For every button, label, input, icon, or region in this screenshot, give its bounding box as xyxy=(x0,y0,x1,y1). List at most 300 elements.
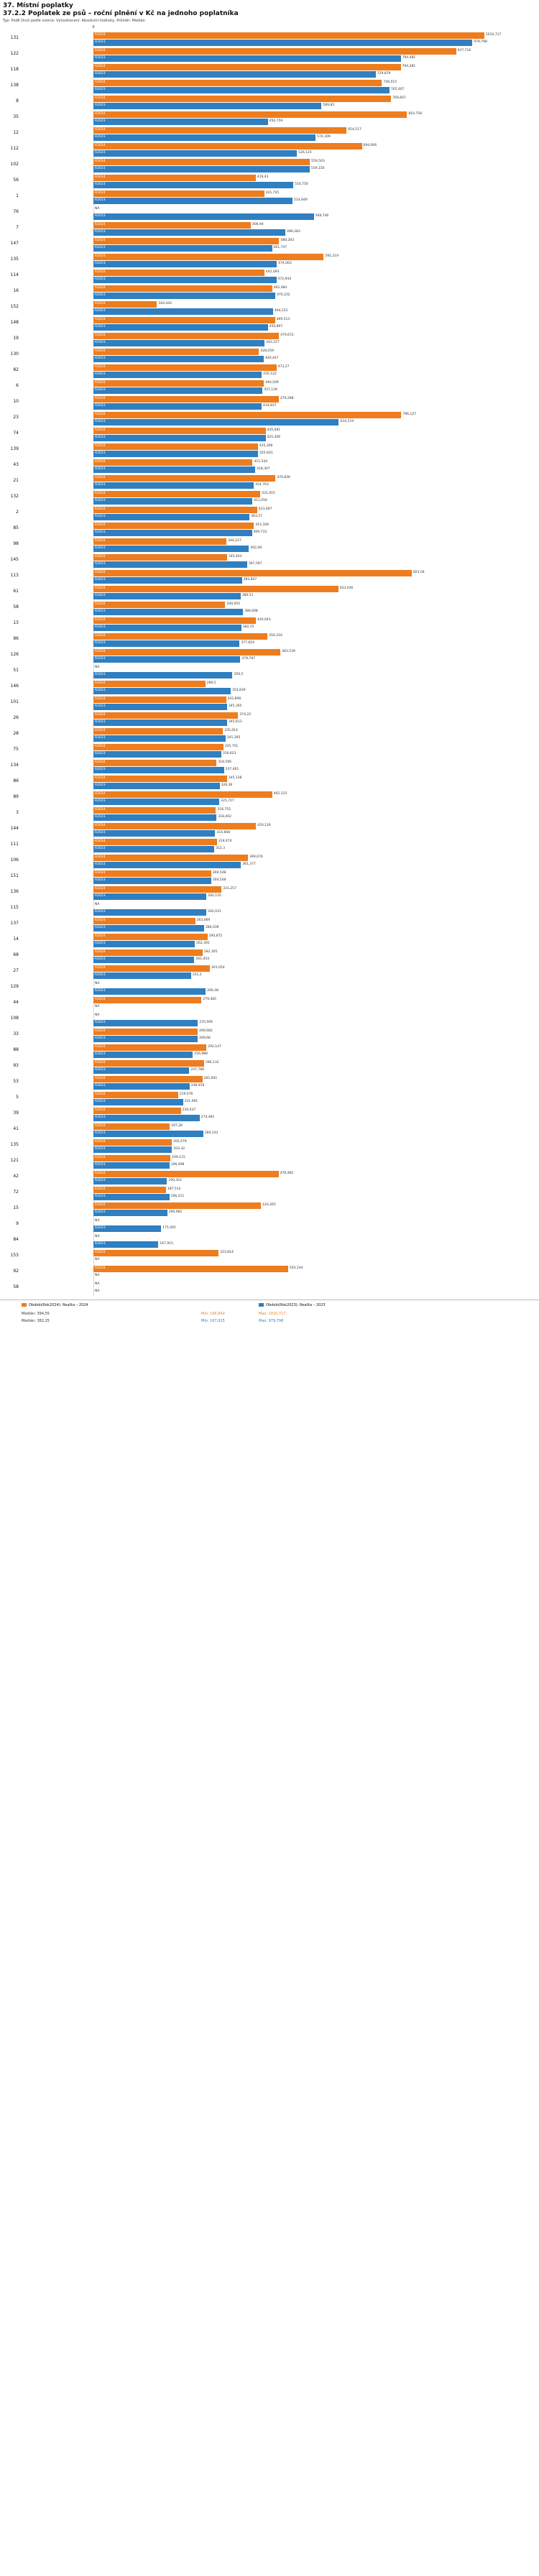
bar-value-2023: 345,365 xyxy=(228,704,242,708)
bar-series-tag: R2023 xyxy=(95,1068,106,1072)
report-title: 37. Místní poplatky xyxy=(3,2,73,9)
chart-row xyxy=(0,917,539,933)
bar-2023 xyxy=(93,435,266,441)
row-label: 96 xyxy=(13,636,19,641)
bar-series-tag: R2023 xyxy=(95,1226,106,1230)
row-bars xyxy=(22,585,539,601)
bar-series-tag: R2023 xyxy=(95,910,106,914)
bar-value-2023: 304,548 xyxy=(212,878,226,882)
bar-2023 xyxy=(93,498,252,505)
bar-na-2024: NA xyxy=(95,1013,100,1017)
row-bars xyxy=(22,348,539,364)
bar-series-tag: R2024 xyxy=(95,428,106,432)
bar-value-2024: 420,126 xyxy=(257,824,271,827)
bar-value-2023: 397,397 xyxy=(248,562,262,566)
bar-2024 xyxy=(93,586,338,592)
bar-series-tag: R2023 xyxy=(95,926,106,929)
row-label: 129 xyxy=(10,984,19,989)
row-bars xyxy=(22,886,539,901)
bar-2023 xyxy=(93,55,401,62)
bar-series-tag: R2024 xyxy=(95,413,106,416)
bar-2024 xyxy=(93,949,203,956)
bar-value-2024: 269,682 xyxy=(199,1029,213,1033)
bar-2023 xyxy=(93,71,376,78)
legend-item-2023 xyxy=(259,1303,326,1307)
bar-series-tag: R2023 xyxy=(95,1163,106,1167)
bar-value-2023: 190,302 xyxy=(168,1179,183,1182)
row-label: 144 xyxy=(10,826,19,831)
row-label: 61 xyxy=(13,589,19,594)
max-2023: Max: 979,798 xyxy=(259,1319,284,1323)
bar-series-tag: R2024 xyxy=(95,840,106,843)
bar-series-tag: R2023 xyxy=(95,957,106,961)
bar-series-tag: R2023 xyxy=(95,546,106,550)
row-bars xyxy=(22,1202,539,1218)
bar-value-2024: 411,544 xyxy=(254,460,268,464)
bar-na-2024: NA xyxy=(95,903,100,906)
bar-value-2024: 374,22 xyxy=(239,713,252,717)
row-bars xyxy=(22,664,539,680)
legend-label-2024: Obdobi(Rok2024): Realita – 2024 xyxy=(29,1303,88,1307)
bar-series-tag: R2024 xyxy=(95,776,106,780)
bar-value-2023: 514,949 xyxy=(294,198,308,202)
bar-series-tag: R2024 xyxy=(95,1156,106,1159)
bar-2024 xyxy=(93,1171,279,1177)
row-label: 43 xyxy=(13,462,19,467)
bar-series-tag: R2024 xyxy=(95,254,106,258)
bar-2023 xyxy=(93,1225,161,1232)
chart-row xyxy=(0,838,539,854)
row-label: 86 xyxy=(13,778,19,783)
bar-na-2023: NA xyxy=(95,1005,100,1008)
bar-2023 xyxy=(93,893,206,900)
bar-value-2023: 979,798 xyxy=(474,40,487,44)
bar-series-tag: R2023 xyxy=(95,1036,106,1040)
chart-row xyxy=(0,158,539,174)
row-bars xyxy=(22,648,539,664)
bar-2024 xyxy=(93,523,254,529)
bar-series-tag: R2024 xyxy=(95,792,106,796)
row-label: 126 xyxy=(10,652,19,657)
bar-2024 xyxy=(93,934,208,940)
bar-2023 xyxy=(93,1083,190,1090)
bar-series-tag: R2024 xyxy=(95,998,106,1001)
chart-row xyxy=(0,348,539,364)
bar-na-2024: NA xyxy=(95,982,100,985)
bar-series-tag: R2024 xyxy=(95,523,106,527)
bar-series-tag: R2024 xyxy=(95,555,106,558)
bar-series-tag: R2024 xyxy=(95,919,106,922)
bar-series-tag: R2024 xyxy=(95,318,106,321)
min-2024: Min: 166,842 xyxy=(201,1312,225,1316)
row-label: 113 xyxy=(10,573,19,578)
chart-row xyxy=(0,126,539,142)
chart-row xyxy=(0,142,539,158)
row-label: 33 xyxy=(13,1031,19,1036)
bar-value-2023: 461,747 xyxy=(273,246,287,249)
row-label: 8 xyxy=(16,98,19,104)
row-bars xyxy=(22,522,539,538)
chart-row xyxy=(0,854,539,870)
bar-2024 xyxy=(93,270,264,276)
row-label: 136 xyxy=(10,889,19,894)
bar-series-tag: R2023 xyxy=(95,1131,106,1135)
bar-series-tag: R2023 xyxy=(95,436,106,439)
bar-value-2023: 247,788 xyxy=(190,1068,204,1072)
chart-row xyxy=(0,759,539,775)
row-label: 138 xyxy=(10,83,19,88)
bar-value-2023: 231,691 xyxy=(184,1100,198,1103)
bar-value-2023: 382,25 xyxy=(242,625,254,629)
bar-series-tag: R2023 xyxy=(95,341,106,344)
bar-series-tag: R2023 xyxy=(95,799,106,803)
chart-row xyxy=(0,664,539,680)
bar-series-tag: R2024 xyxy=(95,1124,106,1128)
bar-value-2023: 450,897 xyxy=(269,325,283,328)
row-bars xyxy=(22,822,539,838)
bar-value-2023: 270,009 xyxy=(199,1021,213,1024)
chart-row xyxy=(0,79,539,95)
bar-series-tag: R2024 xyxy=(95,476,106,479)
bar-value-2024: 292,147 xyxy=(208,1045,221,1049)
bar-2024 xyxy=(93,1029,198,1035)
bar-2024 xyxy=(93,491,260,497)
bar-2023 xyxy=(93,1115,200,1121)
bar-series-tag: R2024 xyxy=(95,65,106,68)
chart-row xyxy=(0,538,539,553)
bar-series-tag: R2024 xyxy=(95,1251,106,1254)
bar-na-2023: NA xyxy=(95,1274,100,1277)
bar-value-2023: 325,727 xyxy=(221,799,234,803)
row-label: 153 xyxy=(10,1253,19,1258)
bar-2023 xyxy=(93,704,227,710)
row-bars xyxy=(22,1091,539,1107)
bar-2023 xyxy=(93,356,264,362)
row-label: 58 xyxy=(13,604,19,610)
row-label: 98 xyxy=(13,541,19,546)
bar-2023 xyxy=(93,514,249,520)
bar-series-tag: R2024 xyxy=(95,934,106,938)
row-bars xyxy=(22,111,539,126)
bar-2023 xyxy=(93,957,194,963)
bar-2024 xyxy=(93,32,484,39)
row-label: 28 xyxy=(13,731,19,736)
bar-series-tag: R2024 xyxy=(95,824,106,827)
chart-row xyxy=(0,775,539,791)
x-axis-top xyxy=(0,25,539,32)
bar-2024 xyxy=(93,1044,206,1051)
bar-value-2024: 470,836 xyxy=(277,476,290,479)
bar-series-tag: R2024 xyxy=(95,144,106,147)
bar-value-2023: 450,759 xyxy=(269,119,283,123)
row-label: 68 xyxy=(13,952,19,957)
row-bars xyxy=(22,253,539,269)
bar-value-2024: 286,132 xyxy=(205,1061,219,1064)
row-label: 139 xyxy=(10,446,19,451)
bar-series-tag: R2024 xyxy=(95,223,106,226)
chart-row xyxy=(0,791,539,806)
bar-value-2024: 319,074 xyxy=(218,840,232,843)
bar-2024 xyxy=(93,127,346,134)
chart-row xyxy=(0,696,539,712)
legend-label-2023: Obdobi(Rok2023): Realita – 2023 xyxy=(266,1303,326,1307)
row-bars xyxy=(22,285,539,300)
chart-row xyxy=(0,553,539,569)
bar-value-2024: 344,227 xyxy=(228,539,241,543)
row-label: 137 xyxy=(10,921,19,926)
chart-row xyxy=(0,285,539,300)
bar-series-tag: R2023 xyxy=(95,831,106,834)
chart-row xyxy=(0,1249,539,1265)
chart-row xyxy=(0,569,539,585)
bar-2023 xyxy=(93,1131,203,1137)
bar-series-tag: R2024 xyxy=(95,1140,106,1144)
row-bars xyxy=(22,712,539,727)
bar-value-2023: 248,456 xyxy=(190,1084,205,1087)
bar-2024 xyxy=(93,111,407,118)
bar-2023 xyxy=(93,878,211,884)
bar-na-2024: NA xyxy=(95,666,100,669)
bar-value-2024: 794,481 xyxy=(402,65,416,68)
row-bars xyxy=(22,1265,539,1281)
bar-2023 xyxy=(93,799,219,805)
row-bars xyxy=(22,1107,539,1123)
row-bars xyxy=(22,1281,539,1297)
bar-value-2023: 516,756 xyxy=(295,183,308,186)
chart-row xyxy=(0,300,539,316)
chart-row xyxy=(0,111,539,126)
row-bars xyxy=(22,411,539,427)
bar-series-tag: R2023 xyxy=(95,689,106,692)
row-bars xyxy=(22,316,539,332)
bar-2024 xyxy=(93,333,279,339)
bar-value-2024: 342,898 xyxy=(227,697,241,701)
row-label: 6 xyxy=(16,383,19,388)
bar-2023 xyxy=(93,482,254,489)
bar-series-tag: R2023 xyxy=(95,530,106,534)
bar-series-tag: R2024 xyxy=(95,191,106,195)
chart-row xyxy=(0,1123,539,1138)
row-label: 74 xyxy=(13,431,19,436)
bar-series-tag: R2024 xyxy=(95,33,106,37)
bar-value-2024: 440,509 xyxy=(265,381,279,385)
chart-row xyxy=(0,474,539,490)
bar-series-tag: R2023 xyxy=(95,309,106,313)
bar-2023 xyxy=(93,751,221,758)
bar-2023 xyxy=(93,1067,189,1074)
row-label: 15 xyxy=(13,1205,19,1210)
bar-value-2023: 312,3 xyxy=(216,847,225,850)
row-bars xyxy=(22,601,539,617)
bar-2023 xyxy=(93,1210,167,1216)
row-label: 108 xyxy=(10,1016,19,1021)
row-label: 89 xyxy=(13,794,19,799)
chart-row xyxy=(0,1170,539,1186)
bar-value-2024: 479,288 xyxy=(280,397,294,400)
row-bars xyxy=(22,1233,539,1249)
chart-row xyxy=(0,522,539,538)
bar-value-2023: 574,309 xyxy=(317,135,331,139)
bar-value-2024: 164,442 xyxy=(158,302,172,305)
bar-2024 xyxy=(93,1250,218,1256)
bar-series-tag: R2023 xyxy=(95,262,106,265)
bar-series-tag: R2023 xyxy=(95,467,106,471)
row-label: 147 xyxy=(10,241,19,246)
row-bars xyxy=(22,901,539,917)
bar-series-tag: R2023 xyxy=(95,104,106,107)
bar-series-tag: R2024 xyxy=(95,1061,106,1064)
bar-value-2023: 286,039 xyxy=(205,926,219,929)
bar-value-2023: 794,481 xyxy=(402,56,416,60)
bar-series-tag: R2024 xyxy=(95,887,106,891)
row-bars xyxy=(22,237,539,253)
row-label: 39 xyxy=(13,1110,19,1116)
bar-value-2024: 187,512 xyxy=(167,1187,181,1191)
bar-series-tag: R2023 xyxy=(95,372,106,376)
bar-series-tag: R2024 xyxy=(95,602,106,606)
bar-series-tag: R2023 xyxy=(95,610,106,613)
bar-series-tag: R2023 xyxy=(95,1100,106,1103)
chart-row xyxy=(0,427,539,443)
chart-row xyxy=(0,965,539,980)
bar-2024 xyxy=(93,396,279,402)
bar-value-2024: 340,955 xyxy=(226,602,241,606)
bar-2023 xyxy=(93,909,206,916)
bar-value-2024: 294,872 xyxy=(208,934,223,938)
bar-series-tag: R2023 xyxy=(95,72,106,75)
bar-value-2024: 810,758 xyxy=(408,112,422,116)
chart-row xyxy=(0,1202,539,1218)
bar-value-2024: 318,566 xyxy=(218,760,232,764)
bar-series-tag: R2024 xyxy=(95,1045,106,1049)
chart-row xyxy=(0,617,539,632)
bar-series-tag: R2024 xyxy=(95,381,106,385)
bar-series-tag: R2023 xyxy=(95,847,106,850)
bar-na-2024: NA xyxy=(95,207,100,211)
bar-2023 xyxy=(93,1162,170,1169)
row-label: 122 xyxy=(10,51,19,56)
median-2023: Medián: 382,25 xyxy=(22,1319,50,1323)
bar-2023 xyxy=(93,546,249,552)
bar-2023 xyxy=(93,672,232,678)
row-label: 75 xyxy=(13,747,19,752)
row-label: 26 xyxy=(13,715,19,720)
bar-2023 xyxy=(93,783,220,789)
chart-row xyxy=(0,680,539,696)
row-label: 114 xyxy=(10,272,19,277)
bar-2024 xyxy=(93,285,272,292)
bar-series-tag: R2023 xyxy=(95,56,106,60)
chart-row xyxy=(0,632,539,648)
bar-value-2023: 269,66 xyxy=(199,1036,211,1040)
bar-value-2023: 196,498 xyxy=(170,1163,185,1167)
row-bars xyxy=(22,79,539,95)
row-label: 101 xyxy=(10,699,19,704)
bar-series-tag: R2023 xyxy=(95,483,106,487)
bar-2024 xyxy=(93,823,256,829)
row-label: 5 xyxy=(16,1095,19,1100)
row-label: 1 xyxy=(16,193,19,198)
row-label: 151 xyxy=(10,873,19,878)
bar-value-2024: 219,076 xyxy=(179,1092,193,1096)
bar-series-tag: R2024 xyxy=(95,586,106,590)
row-bars xyxy=(22,32,539,47)
bar-value-2024: 304,548 xyxy=(212,871,226,875)
bar-series-tag: R2023 xyxy=(95,293,106,297)
bar-2024 xyxy=(93,997,201,1003)
bar-series-tag: R2024 xyxy=(95,334,106,337)
bar-value-2024: 746,015 xyxy=(383,80,397,84)
bar-value-2023: 167,915 xyxy=(160,1242,173,1246)
bar-series-tag: R2023 xyxy=(95,420,106,423)
row-bars xyxy=(22,95,539,111)
bar-2023 xyxy=(93,150,297,157)
row-label: 130 xyxy=(10,351,19,356)
bar-series-tag: R2023 xyxy=(95,119,106,123)
row-bars xyxy=(22,854,539,870)
bar-value-2024: 823,04 xyxy=(413,571,425,574)
bar-2024 xyxy=(93,965,210,972)
bar-series-tag: R2024 xyxy=(95,286,106,290)
chart-row xyxy=(0,237,539,253)
bar-2023 xyxy=(93,656,240,663)
row-bars xyxy=(22,775,539,791)
bar-2023 xyxy=(93,419,338,426)
row-bars xyxy=(22,838,539,854)
bar-value-2024: 423,487 xyxy=(258,507,272,511)
bar-value-2024: 469,513 xyxy=(276,318,290,321)
row-label: 27 xyxy=(13,968,19,973)
bar-2024 xyxy=(93,855,248,861)
bar-series-tag: R2024 xyxy=(95,128,106,132)
chart-row xyxy=(0,585,539,601)
bar-2024 xyxy=(93,760,216,766)
row-bars xyxy=(22,174,539,190)
bar-value-2023: 196,211 xyxy=(170,1195,185,1198)
bar-series-tag: R2024 xyxy=(95,760,106,764)
bar-2023 xyxy=(93,688,231,694)
bar-value-2024: 281,691 xyxy=(203,1077,218,1080)
bar-2024 xyxy=(93,839,217,845)
bar-series-tag: R2023 xyxy=(95,356,106,360)
bar-series-tag: R2024 xyxy=(95,365,106,369)
bar-2023 xyxy=(93,198,292,204)
bar-series-tag: R2024 xyxy=(95,397,106,400)
row-bars xyxy=(22,917,539,933)
row-label: 145 xyxy=(10,557,19,562)
bar-series-tag: R2023 xyxy=(95,894,106,898)
bar-series-tag: R2024 xyxy=(95,96,106,100)
bar-2023 xyxy=(93,403,262,410)
chart-row xyxy=(0,506,539,522)
bar-series-tag: R2023 xyxy=(95,673,106,676)
bar-2024 xyxy=(93,870,211,877)
bar-2024 xyxy=(93,728,223,735)
bar-series-tag: R2023 xyxy=(95,578,106,581)
bar-series-tag: R2023 xyxy=(95,973,106,977)
row-bars xyxy=(22,791,539,806)
bar-2023 xyxy=(93,119,268,125)
bar-value-2024: 441,745 xyxy=(265,191,280,195)
report-subtitle: 37.2.2 Poplatek ze psů – roční plnění v Kč na jednoho poplatníka xyxy=(3,10,239,17)
bar-2024 xyxy=(93,190,264,197)
bar-series-tag: R2023 xyxy=(95,40,106,44)
bar-value-2024: 197,28 xyxy=(171,1124,183,1128)
legend-swatch-2023-icon xyxy=(259,1303,264,1307)
chart-row xyxy=(0,933,539,949)
row-bars xyxy=(22,632,539,648)
row-label: 131 xyxy=(10,35,19,40)
